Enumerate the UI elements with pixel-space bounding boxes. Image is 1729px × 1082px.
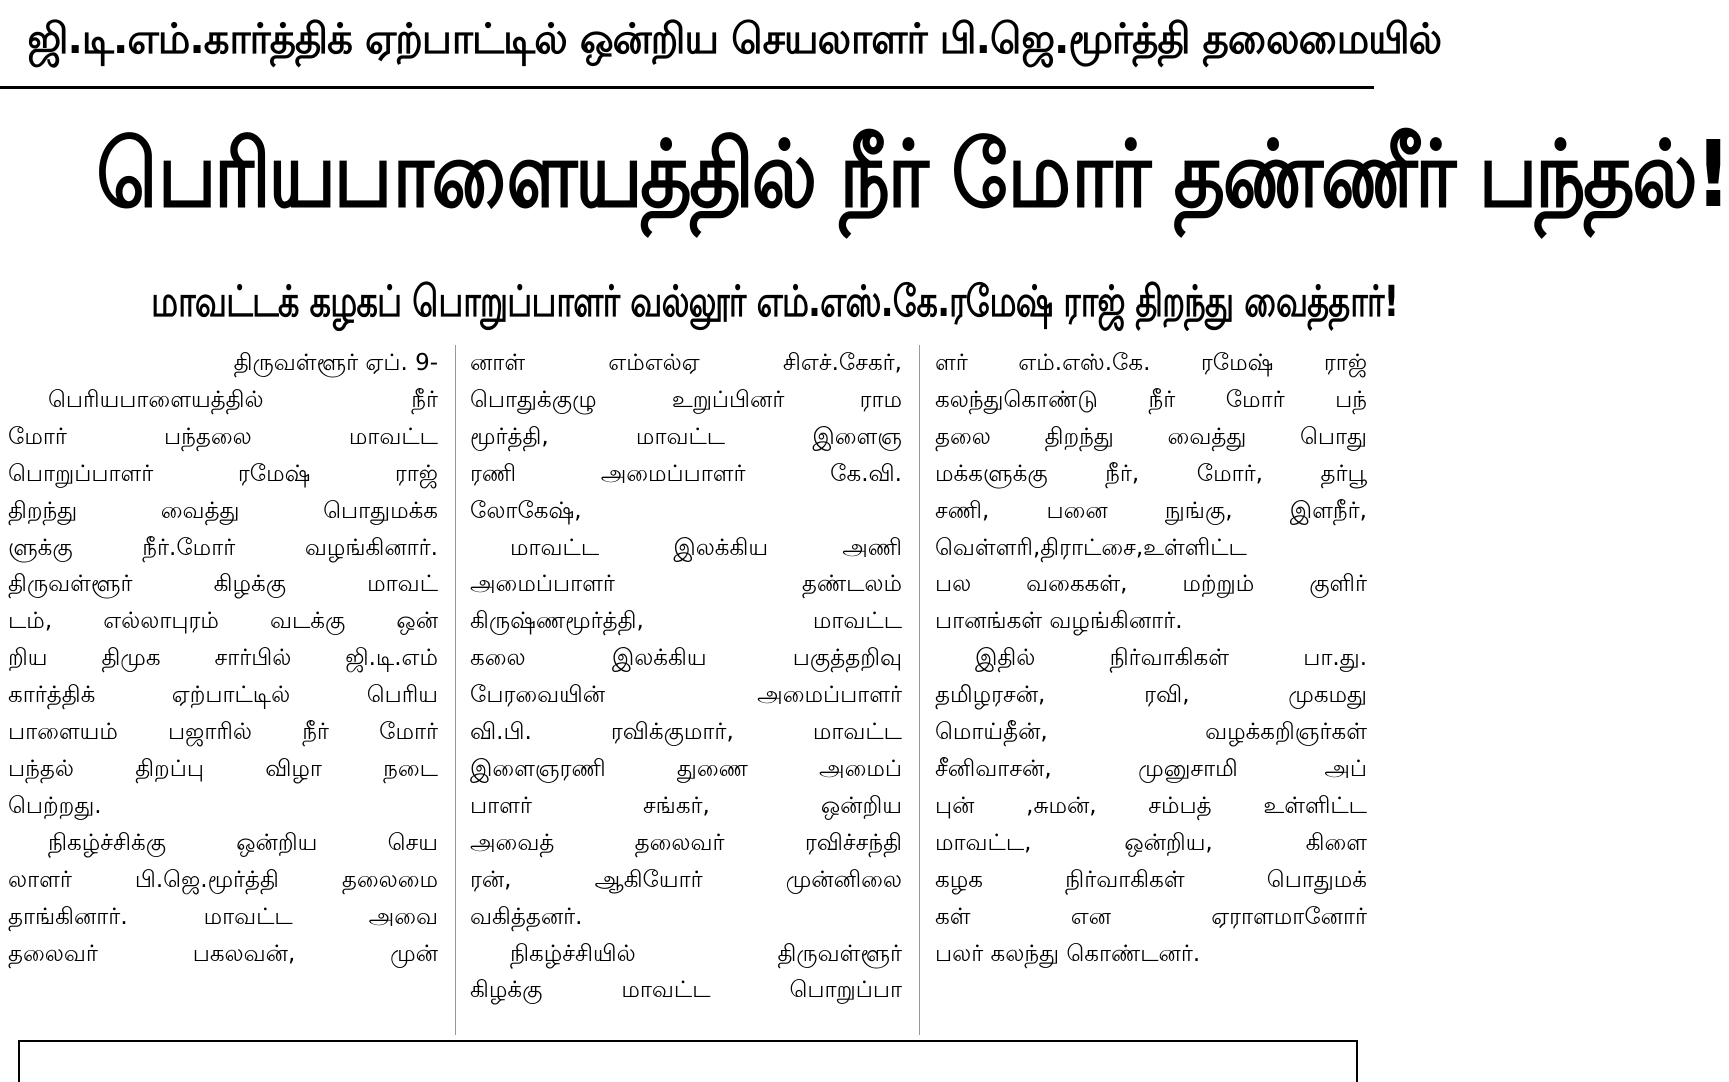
article-line: கள் என ஏராளமானோர் xyxy=(935,903,1367,930)
column-divider xyxy=(919,345,920,1035)
article-line: பொறுப்பாளர் ரமேஷ் ராஜ் xyxy=(8,460,438,487)
article-line: பல வகைகள், மற்றும் குளிர் xyxy=(935,571,1367,598)
article-line: கார்த்திக் ஏற்பாட்டில் பெரிய xyxy=(8,682,438,709)
article-line: டம், எல்லாபுரம் வடக்கு ஒன் xyxy=(8,608,438,635)
article-line: திருவள்ளூர் கிழக்கு மாவட் xyxy=(8,571,438,598)
article-line: பாளர் சங்கர், ஒன்றிய xyxy=(470,792,902,819)
article-line: கிழக்கு மாவட்ட பொறுப்பா xyxy=(470,977,902,1004)
article-column-1 xyxy=(8,345,438,1035)
article-line: தமிழரசன், ரவி, முகமது xyxy=(935,682,1367,709)
article-line: ரணி அமைப்பாளர் கே.வி. xyxy=(470,460,902,487)
article-line: மாவட்ட, ஒன்றிய, கிளை xyxy=(935,829,1367,856)
article-line: பாளையம் பஜாரில் நீர் மோர் xyxy=(8,719,438,746)
article-line: சணி, பனை நுங்கு, இளநீர், xyxy=(935,497,1367,524)
main-headline: பெரியபாளையத்தில் நீர் மோர் தண்ணீர் பந்தல்! xyxy=(96,121,1729,228)
article-line: ளுக்கு நீர்.மோர் வழங்கினார். xyxy=(8,534,438,561)
article-line: வெள்ளரி,திராட்சை,உள்ளிட்ட xyxy=(935,534,1247,561)
article-line: அவைத் தலைவர் ரவிச்சந்தி xyxy=(470,829,902,856)
article-line: சீனிவாசன், முனுசாமி அப் xyxy=(935,755,1367,782)
article-line: கலை இலக்கிய பகுத்தறிவு xyxy=(470,645,902,672)
article-line: பொதுக்குழு உறுப்பினர் ராம xyxy=(470,386,902,413)
article-line: நிகழ்ச்சிக்கு ஒன்றிய செய xyxy=(48,829,438,856)
article-line: பானங்கள் வழங்கினார். xyxy=(935,608,1183,635)
article-line: பெரியபாளையத்தில் நீர் xyxy=(48,386,438,413)
article-line: றிய திமுக சார்பில் ஜி.டி.எம் xyxy=(8,645,438,672)
article-line: கலந்துகொண்டு நீர் மோர் பந் xyxy=(935,386,1367,413)
article-line: தலை திறந்து வைத்து பொது xyxy=(935,423,1367,450)
article-line: மாவட்ட இலக்கிய அணி xyxy=(510,534,902,561)
article-line: னாள் எம்எல்ஏ சிஎச்.சேகர், xyxy=(470,350,902,376)
kicker-headline: ஜி.டி.எம்.கார்த்திக் ஏற்பாட்டில் ஒன்றிய செயலாளர் பி.ஜெ.மூர்த்தி தலைமையில் xyxy=(27,14,1442,63)
article-line: கிருஷ்ணமூர்த்தி, மாவட்ட xyxy=(470,608,902,635)
article-line: தலைவர் பகலவன், முன் xyxy=(8,940,438,967)
article-line: லாளர் பி.ஜெ.மூர்த்தி தலைமை xyxy=(8,866,438,893)
article-column-2 xyxy=(470,345,902,1035)
article-line: வி.பி. ரவிக்குமார், மாவட்ட xyxy=(470,719,902,746)
top-rule xyxy=(0,86,1374,89)
article-line: பெற்றது. xyxy=(8,792,102,819)
article-line: ரன், ஆகியோர் முன்னிலை xyxy=(470,866,902,893)
article-line: தாங்கினார். மாவட்ட அவை xyxy=(8,903,438,930)
article-line: வகித்தனர். xyxy=(470,903,583,930)
article-line: ளர் எம்.எஸ்.கே. ரமேஷ் ராஜ் xyxy=(935,350,1367,376)
dateline: திருவள்ளூர் ஏப். 9- xyxy=(233,350,438,376)
column-divider xyxy=(455,345,456,1035)
article-line: மூர்த்தி, மாவட்ட இளைஞ xyxy=(470,423,902,450)
article-column-3 xyxy=(935,345,1367,1035)
article-line: இளைஞரணி துணை அமைப் xyxy=(470,755,902,782)
article-line: பேரவையின் அமைப்பாளர் xyxy=(470,682,902,709)
article-line: மொய்தீன், வழக்கறிஞர்கள் xyxy=(935,719,1367,746)
article-line: திறந்து வைத்து பொதுமக்க xyxy=(8,497,438,524)
article-line: மக்களுக்கு நீர், மோர், தர்பூ xyxy=(935,460,1367,487)
article-line: பந்தல் திறப்பு விழா நடை xyxy=(8,755,438,782)
bottom-box-border xyxy=(18,1040,1358,1082)
article-line: அமைப்பாளர் தண்டலம் xyxy=(470,571,902,598)
article-line: புன் ,சுமன், சம்பத் உள்ளிட்ட xyxy=(935,792,1367,819)
article-line: பலர் கலந்து கொண்டனர். xyxy=(935,940,1201,967)
article-line: நிகழ்ச்சியில் திருவள்ளூர் xyxy=(510,940,902,967)
article-line: மோர் பந்தலை மாவட்ட xyxy=(8,423,438,450)
sub-headline: மாவட்டக் கழகப் பொறுப்பாளர் வல்லூர் எம்.எஸ்.கே.ரமேஷ் ராஜ் திறந்து வைத்தார்! xyxy=(151,277,1399,327)
article-line: இதில் நிர்வாகிகள் பா.து. xyxy=(975,645,1367,672)
article-line: கழக நிர்வாகிகள் பொதுமக் xyxy=(935,866,1367,893)
article-line: லோகேஷ், xyxy=(470,497,582,524)
